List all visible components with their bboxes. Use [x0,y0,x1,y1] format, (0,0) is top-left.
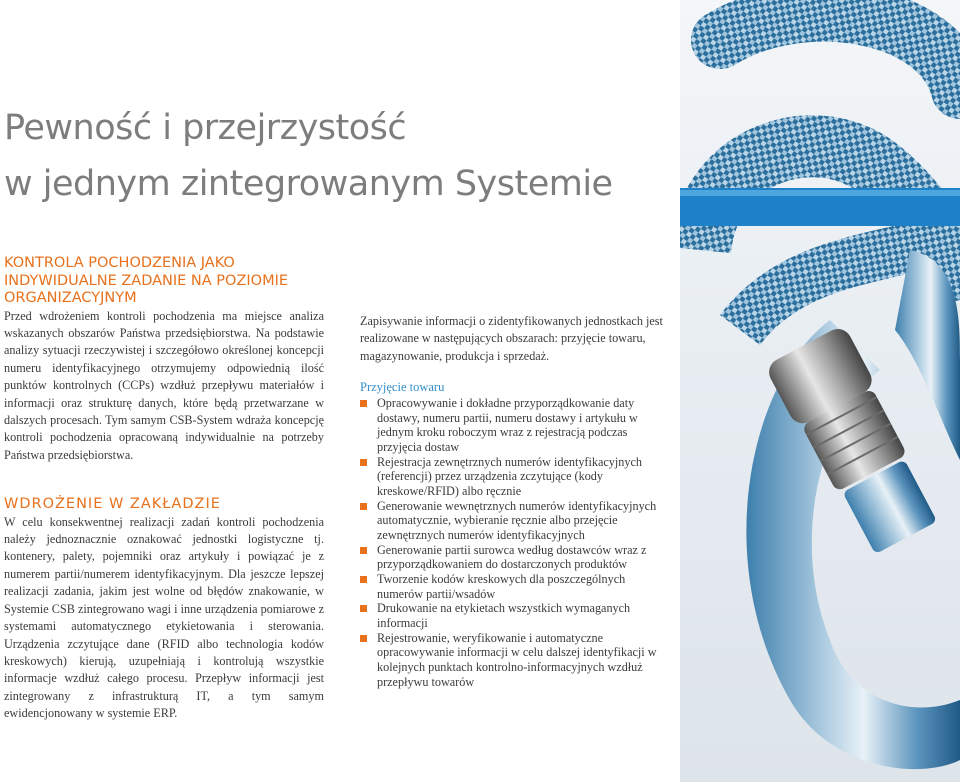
bullet-square-icon [360,576,367,583]
origin-control-paragraph: Przed wdrożeniem kontroli pochodzenia ma miejsce analiza wskazanych obszarów Państwa przedsiębiorstwa. Na podstawie analizy sytuacji rzeczywistej i szczegółowo określonej koncepcji numeru identyfikacyjnego otrzymujemy odpowiednią ilość punktów kontrolnych (CCPs) wzdłuż przepływu materiałów i informacji oraz strukturę danych, które będą przetwarzane w dalszych procesach. Tym samym CSB-System wdraża koncepcję kontroli pochodzenia opracowaną indywidualnie na potrzeby Państwa przedsiębiorstwa. [4,308,324,462]
implementation-paragraph: W celu konsekwentnej realizacji zadań kontroli pochodzenia należy jednoznacznie oznakować jednostki logistyczne tj. kontenery, palety, pojemniki oraz artykuły i powiązać je z numerem partii/numerem identyfikacyjnym. Dla jeszcze lepszej realizacji zadania, jakim jest wolne od błędów znakowanie, w Systemie CSB zintegrowano wagi i inne urządzenia pomiarowe z systemami automatycznego etykietowania i sterowania. Urządzenia zczytujące dane (RFID albo technologia kodów kreskowych) kierują, uzupełniają i kontrolują wszystkie informacje wzdłuż całego procesu. Przepływ informacji jest zintegrowany z infrastrukturą IT, a tym samym ewidencjonowany w systemie ERP. [4,514,324,721]
bullet-square-icon [360,503,367,510]
carabiner-rope-illustration [680,0,960,782]
list-item-text: Rejestrowanie, weryfikowanie i automatyczne opracowywanie informacji w celu dalszej identyfikacji w kolejnych punktach kontrolno-informacyjnych wzdłuż przepływu towarów [377,630,657,689]
left-column [4,255,324,723]
list-item-text: Tworzenie kodów kreskowych dla poszczególnych numerów partii/wsadów [377,572,626,601]
section-heading-origin-control [4,255,324,308]
section-heading-line3: ORGANIZACYJNYM [4,290,137,306]
list-item [360,499,663,543]
list-item-text: Opracowywanie i dokładne przyporządkowanie daty dostawy, numeru partii, numeru dostawy i artykułu w jednym kroku roboczym wraz z rejestracją podczas przyjęcia dostaw [377,396,638,454]
bullet-square-icon [360,547,367,554]
bullet-square-icon [360,635,367,642]
list-item-text: Drukowanie na etykietach wszystkich wymaganych informacji [377,601,631,631]
list-item [360,455,663,499]
list-item [360,631,663,689]
recording-intro-paragraph: Zapisywanie informacji o zidentyfikowanych jednostkach jest realizowane w następujących obszarach: przyjęcie towaru, magazynowanie, produkcja i sprzedaż. [360,314,663,363]
list-item-text: Rejestracja zewnętrznych numerów identyfikacyjnych (referencji) przez urządzenia zczytujące (kody kreskowe/RFID) albo ręcznie [377,454,642,498]
page-title-line1: Pewność i przejrzystość [4,108,407,148]
list-item-text: Generowanie wewnętrznych numerów identyfikacyjnych automatycznie, wybieranie ręcznie albo przejęcie zewnętrznych numerów identyfikacyjnych [377,498,657,542]
goods-receipt-subheading: Przyjęcie towaru [360,380,445,395]
section-heading-line2: INDYWIDUALNE ZADANIE NA POZIOMIE [4,272,289,289]
bullet-square-icon [360,400,367,407]
list-item [360,396,663,454]
list-item [360,601,663,630]
page-title-line2: w jednym zintegrowanym Systemie [4,164,613,204]
list-item [360,572,663,601]
right-column [360,313,663,689]
list-item [360,543,663,572]
goods-receipt-list [360,396,663,689]
bullet-square-icon [360,605,367,612]
section-heading-line1: KONTROLA POCHODZENIA JAKO [4,255,235,271]
bullet-square-icon [360,459,367,466]
carabiner-rope-photo [680,0,960,782]
page-title [4,100,644,212]
section-heading-implementation: WDROŻENIE W ZAKŁADZIE [4,496,221,513]
list-item-text: Generowanie partii surowca według dostawców wraz z przyporządkowaniem do dostarczonych produktów [377,542,647,572]
